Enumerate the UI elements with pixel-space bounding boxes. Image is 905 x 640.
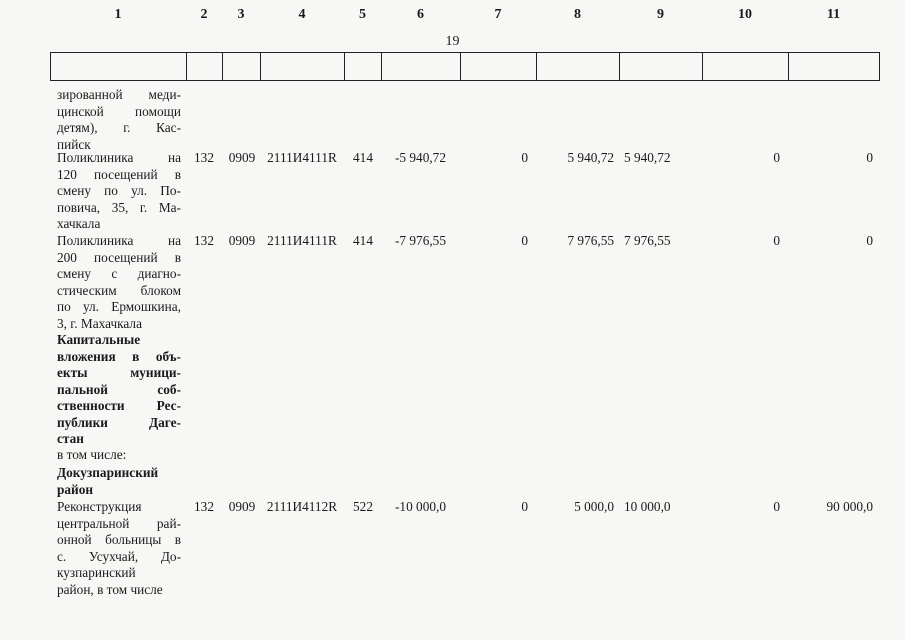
header-divider <box>186 52 187 81</box>
column-header-8: 8 <box>574 7 581 22</box>
description-line: пийск <box>57 136 91 152</box>
row-description <box>57 150 181 233</box>
description-line: с. Усухчай, До- <box>57 548 181 564</box>
column-header-4: 4 <box>298 7 306 22</box>
description-line: публики Даге- <box>57 414 181 430</box>
cell-col8: 7 976,55 <box>567 233 614 248</box>
cell-col3: 0909 <box>228 150 256 165</box>
cell-col6: -5 940,72 <box>395 150 446 165</box>
description-line: цинской помощи <box>57 103 181 119</box>
description-line: в том числе: <box>57 447 127 462</box>
column-header-6: 6 <box>417 7 424 22</box>
description-line: 200 посещений в <box>57 249 181 265</box>
header-divider <box>50 52 51 81</box>
description-line: хачкала <box>57 216 101 231</box>
cell-col11: 0 <box>866 233 873 248</box>
description-line: ственности Рес- <box>57 398 181 413</box>
description-line: Поликлиника на <box>57 150 181 165</box>
description-line: Докузпаринский <box>57 465 159 480</box>
cell-col10: 0 <box>773 233 780 248</box>
description-line: 3, г. Махачкала <box>57 315 142 331</box>
cell-col6: -7 976,55 <box>395 233 446 248</box>
header-divider <box>702 52 703 81</box>
cell-col2: 132 <box>194 499 214 514</box>
cell-col9: 7 976,55 <box>624 233 671 248</box>
row-description <box>57 447 181 464</box>
description-line: 120 посещений в <box>57 166 181 182</box>
row-description <box>57 233 181 332</box>
cell-col7: 0 <box>521 150 528 165</box>
description-line: детям), г. Кас- <box>57 120 181 135</box>
cell-col3: 0909 <box>228 233 256 248</box>
description-line: смену с диагно- <box>57 266 181 281</box>
header-divider <box>222 52 223 81</box>
cell-col9: 5 940,72 <box>624 150 671 165</box>
description-line: зированной меди- <box>57 87 181 102</box>
header-divider <box>619 52 620 81</box>
description-line: кузпаринский <box>57 565 136 580</box>
column-header-9: 9 <box>657 7 664 22</box>
cell-col6: -10 000,0 <box>395 499 446 514</box>
column-header-3: 3 <box>237 7 245 22</box>
page-number: 19 <box>445 34 460 49</box>
column-header-11: 11 <box>826 7 841 22</box>
description-line: стан <box>57 431 84 446</box>
header-divider <box>460 52 461 81</box>
cell-col4: 2111И4111R <box>267 150 337 165</box>
cell-col9: 10 000,0 <box>624 499 671 514</box>
cell-col7: 0 <box>521 499 528 514</box>
description-line: по ул. Ермошкина, <box>57 299 181 314</box>
description-line: Поликлиника на <box>57 233 181 248</box>
column-header-2: 2 <box>200 7 208 22</box>
cell-col4: 2111И4111R <box>267 233 337 248</box>
cell-col8: 5 940,72 <box>567 150 614 165</box>
cell-col5: 414 <box>353 233 373 248</box>
description-line: район <box>57 481 94 497</box>
description-line: центральной рай- <box>57 515 181 531</box>
header-divider <box>788 52 789 81</box>
cell-col7: 0 <box>521 233 528 248</box>
cell-col11: 90 000,0 <box>826 499 873 514</box>
row-description <box>57 499 181 598</box>
cell-col2: 132 <box>194 150 214 165</box>
cell-col4: 2111И4112R <box>266 499 338 514</box>
header-divider <box>381 52 382 81</box>
column-header-7: 7 <box>494 7 502 22</box>
cell-col10: 0 <box>773 150 780 165</box>
column-header-row <box>50 52 879 81</box>
header-divider <box>260 52 261 81</box>
description-line: пальной соб- <box>57 381 181 397</box>
cell-col3: 0909 <box>228 499 256 514</box>
column-header-1: 1 <box>114 7 122 22</box>
row-description <box>57 87 181 153</box>
cell-col2: 132 <box>194 233 214 248</box>
cell-col10: 0 <box>773 499 780 514</box>
description-line: онной больницы в <box>57 532 181 547</box>
description-line: Реконструкция <box>57 499 142 514</box>
column-header-10: 10 <box>738 7 752 22</box>
section-heading-district <box>57 465 181 498</box>
description-line: повича, 35, г. Ма- <box>57 199 181 215</box>
section-heading-capital-investments <box>57 332 181 448</box>
cell-col5: 414 <box>353 150 373 165</box>
cell-col5: 522 <box>353 499 373 514</box>
header-divider <box>344 52 345 81</box>
description-line: район, в том числе <box>57 581 163 597</box>
description-line: екты муници- <box>57 365 181 380</box>
header-divider <box>536 52 537 81</box>
column-header-5: 5 <box>359 7 366 22</box>
cell-col8: 5 000,0 <box>574 499 614 514</box>
header-divider <box>879 52 880 81</box>
description-line: стическим блоком <box>57 282 181 298</box>
cell-col11: 0 <box>866 150 873 165</box>
description-line: смену по ул. По- <box>57 183 181 198</box>
description-line: вложения в объ- <box>57 348 181 364</box>
description-line: Капитальные <box>57 332 141 347</box>
